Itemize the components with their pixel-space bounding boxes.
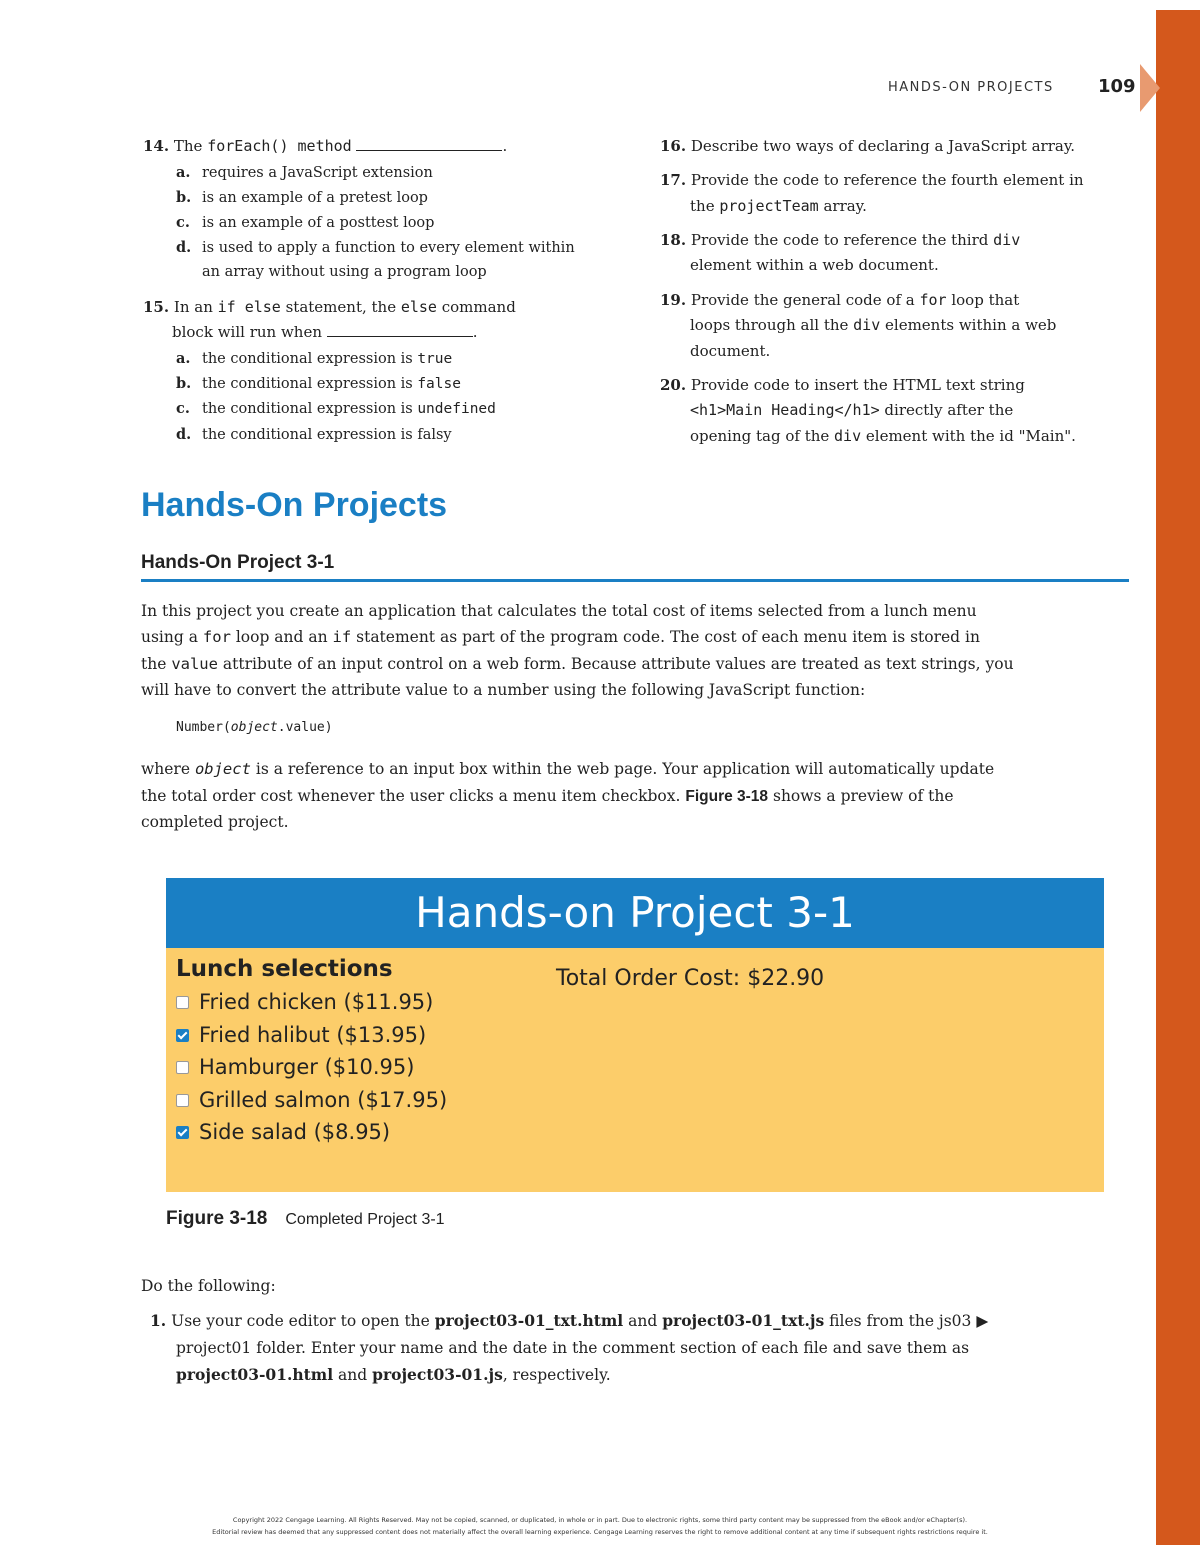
figure-caption: Figure 3-18 Completed Project 3-1	[166, 1208, 445, 1229]
intro-line-3: the value attribute of an input control on a web form. Because attribute values are treated as text strings, you	[141, 655, 1014, 673]
question-16: 16. Describe two ways of declaring a JavaScript array.	[660, 137, 1076, 155]
q14-option-d: d. is used to apply a function to every element within	[176, 239, 575, 256]
step-1-line-2: project01 folder. Enter your name and the date in the comment section of each file and save them as	[176, 1339, 970, 1357]
q15-option-b: b. the conditional expression is false	[176, 375, 461, 392]
copyright-notice	[60, 1514, 1140, 1538]
question-19-line2: loops through all the div elements within a web	[690, 316, 1057, 334]
question-14: 14. The forEach() method .	[143, 137, 508, 155]
menu-item-hamburger[interactable]: Hamburger ($10.95)	[176, 1055, 414, 1079]
step-1-line-3: project03-01.html and project03-01.js, respectively.	[176, 1365, 611, 1384]
checkbox[interactable]	[176, 996, 189, 1009]
question-15: 15. In an if else statement, the else command	[143, 298, 516, 316]
total-order-cost: Total Order Cost: $22.90	[556, 966, 825, 991]
checkbox-checked[interactable]	[176, 1029, 189, 1042]
side-accent-bar	[1156, 10, 1200, 1545]
menu-item-fried-halibut[interactable]: Fried halibut ($13.95)	[176, 1023, 426, 1047]
question-20-line2: <h1>Main Heading</h1> directly after the	[690, 401, 1014, 419]
intro-line-1: In this project you create an application that calculates the total cost of items selected from a lunch menu	[141, 602, 977, 620]
q15-option-a: a. the conditional expression is true	[176, 350, 453, 367]
question-17-line2: the projectTeam array.	[690, 197, 867, 215]
question-18: 18. Provide the code to reference the third div	[660, 231, 1021, 249]
question-18-line2: element within a web document.	[690, 256, 939, 274]
checkbox-checked[interactable]	[176, 1126, 189, 1139]
project-heading: Hands-On Project 3-1	[141, 552, 335, 573]
question-15-line2: block will run when .	[172, 323, 478, 341]
checkbox[interactable]	[176, 1061, 189, 1074]
question-20: 20. Provide code to insert the HTML text string	[660, 376, 1025, 394]
code-example: Number(object.value)	[176, 720, 333, 735]
after-code-line-1: where object is a reference to an input box within the web page. Your application will automatically update	[141, 760, 995, 778]
step-1: 1. Use your code editor to open the project03-01_txt.html and project03-01_txt.js files from the js03 ▶	[150, 1311, 989, 1330]
q14-option-b: b. is an example of a pretest loop	[176, 189, 428, 206]
q15-option-c: c. the conditional expression is undefined	[176, 400, 496, 417]
running-head: HANDS-ON PROJECTS	[888, 80, 1054, 95]
after-code-line-3: completed project.	[141, 813, 289, 831]
intro-line-2: using a for loop and an if statement as part of the program code. The cost of each menu item is stored in	[141, 628, 980, 646]
menu-item-side-salad[interactable]: Side salad ($8.95)	[176, 1120, 390, 1144]
q14-option-d-cont: an array without using a program loop	[202, 264, 487, 280]
question-17: 17. Provide the code to reference the fourth element in	[660, 171, 1084, 189]
copyright-line-1: Copyright 2022 Cengage Learning. All Rights Reserved. May not be copied, scanned, or duplicated, in whole or in part. Due to electronic rights, some third party content may be suppressed from the eBook and/or eChapter(s).	[232, 1516, 968, 1524]
answer-blank	[327, 322, 473, 337]
intro-line-4: will have to convert the attribute value to a number using the following JavaScript function:	[141, 681, 866, 699]
question-19-line3: document.	[690, 342, 771, 360]
q14-option-a: a. requires a JavaScript extension	[176, 164, 433, 181]
steps-intro: Do the following:	[141, 1277, 276, 1295]
figure-preview	[166, 878, 1104, 1192]
question-20-line3: opening tag of the div element with the id "Main".	[690, 427, 1076, 445]
question-19: 19. Provide the general code of a for loop that	[660, 291, 1020, 309]
figure-title: Hands-on Project 3-1	[415, 888, 855, 937]
heading-rule	[141, 579, 1129, 582]
copyright-line-2: Editorial review has deemed that any suppressed content does not materially affect the overall learning experience. Cengage Learning reserves the right to remove additional content at any time if subsequent rights restrictions require it.	[212, 1528, 988, 1536]
section-title: Hands-On Projects	[141, 486, 448, 524]
menu-item-fried-chicken[interactable]: Fried chicken ($11.95)	[176, 990, 433, 1014]
q15-option-d: d. the conditional expression is falsy	[176, 426, 452, 443]
page-number: 109	[1098, 76, 1136, 97]
menu-item-grilled-salmon[interactable]: Grilled salmon ($17.95)	[176, 1088, 447, 1112]
after-code-line-2: the total order cost whenever the user clicks a menu item checkbox. Figure 3-18 shows a preview of the	[141, 787, 954, 805]
checkbox[interactable]	[176, 1094, 189, 1107]
lunch-selections-title: Lunch selections	[176, 956, 393, 982]
q14-option-c: c. is an example of a posttest loop	[176, 214, 435, 231]
answer-blank	[356, 136, 502, 151]
